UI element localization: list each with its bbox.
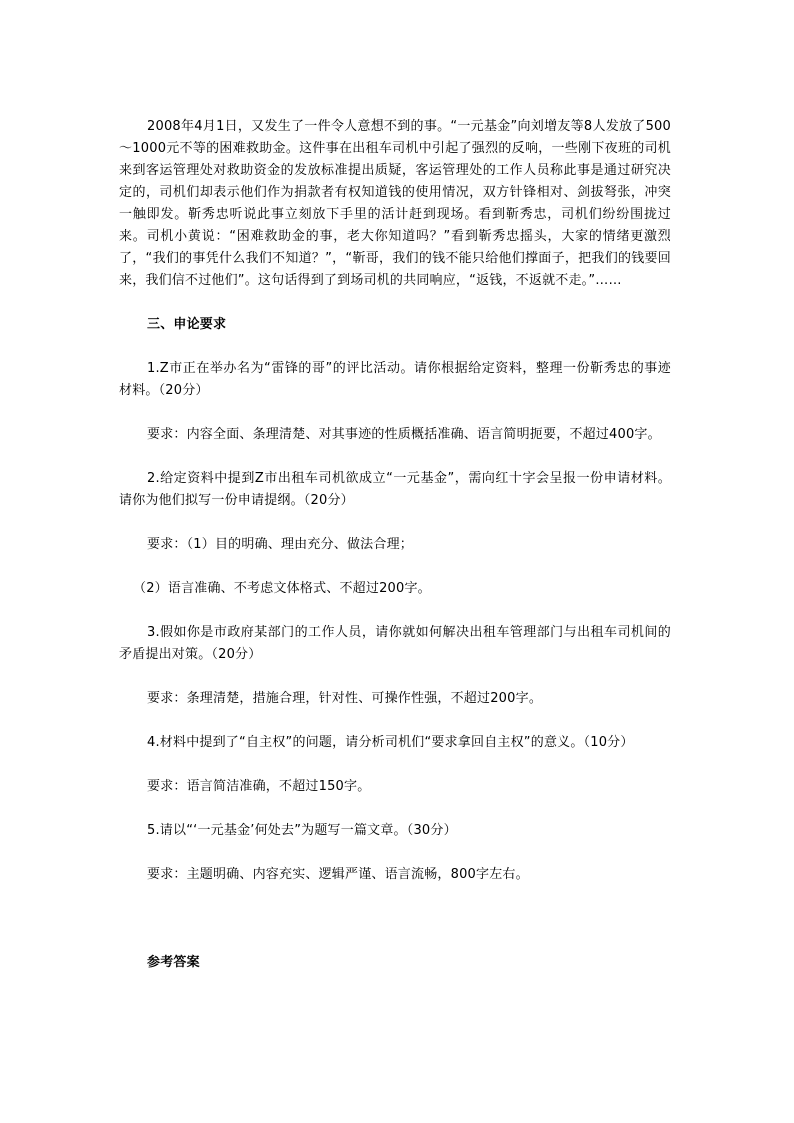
question-3: 3.假如你是市政府某部门的工作人员，请你就如何解决出租车管理部门与出租车司机间的矛盾提出对策。（20分） — [119, 625, 671, 662]
question-1: 1.Z市正在举办名为“雷锋的哥”的评比活动。请你根据给定资料，整理一份靳秀忠的事迹材料。（20分） — [119, 361, 671, 398]
question-3-requirement: 要求：条理清楚，措施合理，针对性、可操作性强，不超过200字。 — [147, 691, 543, 706]
question-1-requirement: 要求：内容全面、条理清楚、对其事迹的性质概括准确、语言简明扼要，不超过400字。 — [147, 427, 661, 442]
question-4: 4.材料中提到了“自主权”的问题，请分析司机们“要求拿回自主权”的意义。（10分） — [147, 735, 634, 750]
section-heading: 三、申论要求 — [147, 317, 227, 332]
question-2-requirement-1: 要求：（1）目的明确、理由充分、做法合理； — [147, 537, 413, 552]
question-5: 5.请以“‘一元基金’何处去”为题写一篇文章。（30分） — [147, 823, 457, 838]
question-4-requirement: 要求：语言简洁准确，不超过150字。 — [147, 779, 371, 794]
question-2: 2.给定资料中提到Z市出租车司机欲成立“一元基金”，需向红十字会呈报一份申请材料。请你为他们拟写一份申请提纲。（20分） — [119, 471, 671, 508]
material-paragraph: 2008年4月1日，又发生了一件令人意想不到的事。“一元基金”向刘增友等8人发放了500～1000元不等的困难救助金。这件事在出租车司机中引起了强烈的反响，一些刚下夜班的司机来到客运管理处对救助资金的发放标准提出质疑，客运管理处的工作人员称此事是通过研究决定的，司机们却表示他们作为捐款者有权知道钱的使用情况，双方针锋相对、剑拔弩张，冲突一触即发。靳秀忠听说此事立刻放下手里的活计赶到现场。看到靳秀忠，司机们纷纷围拢过来。司机小黄说：“困难救助金的事，老大你知道吗？”看到靳秀忠摇头，大家的情绪更激烈了，“我们的事凭什么我们不知道？”，“靳哥，我们的钱不能只给他们撑面子，把我们的钱要回来，我们信不过他们”。这句话得到了到场司机的共同响应，“返钱，不返就不走。”…… — [119, 119, 671, 288]
question-5-requirement: 要求：主题明确、内容充实、逻辑严谨、语言流畅，800字左右。 — [147, 867, 529, 882]
document-page — [119, 116, 671, 974]
question-2-requirement-2: （2）语言准确、不考虑文体格式、不超过200字。 — [133, 581, 431, 596]
answers-heading: 参考答案 — [147, 955, 200, 970]
